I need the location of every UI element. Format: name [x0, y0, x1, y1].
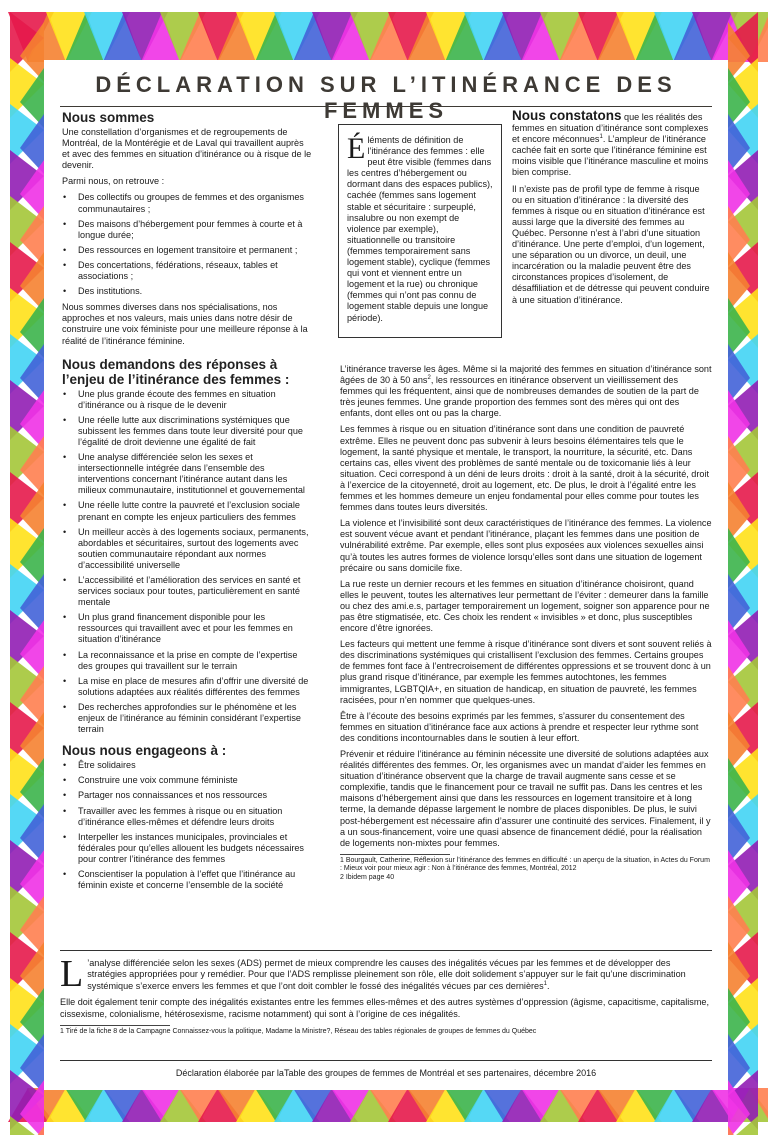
sommes-intro: Une constellation d’organismes et de regroupements de Montréal, de la Montérégie et de Laval qui travaillent auprès et avec des femmes en situation d’itinérance ou à risque de le devenir.	[62, 127, 312, 171]
bottom-p2: Elle doit également tenir compte des inégalités existantes entre les femmes elles-mêmes et des autres systèmes d’oppression (âgisme, capacitisme, capitalisme, cissexisme, colonialisme, hétérosexisme, racisme notamment) qui sont à l’origine de ces inégalités.	[60, 997, 709, 1019]
middle-p3: La violence et l’invisibilité sont deux caractéristiques de l’itinérance des femmes. La violence est souvent vécue avant et pendant l’itinérance, plaçant les femmes dans une position de vulnérabilité extrême. Par exemple, elles sont plus exposées aux violences sexuelles ainsi qu’à toutes les autres formes de violence lorsqu’elles sont dans une situation de logement précaire ou sans domicile fixe.	[340, 518, 712, 573]
left-column	[62, 110, 312, 896]
title-rule	[60, 106, 712, 107]
middle-footnote-2: 2 Ibidem page 40	[340, 873, 395, 881]
list-item: • Construire une voix commune féministe	[62, 775, 312, 786]
sommes-parmi: Parmi nous, on retrouve :	[62, 176, 165, 187]
middle-p6: Être à l’écoute des besoins exprimés par les femmes, s’assurer du consentement des femmes en situation d’itinérance face aux actions à prendre et respecter leur rythme sont des conditions incontournables dans le soutien à leur effort.	[340, 710, 699, 743]
declaration-sheet	[44, 60, 728, 1090]
middle-p1-sup: 2	[427, 375, 431, 382]
list-item: • Un plus grand financement disponible pour les ressources qui travaillent avec et pour les femmes en situation d’itinérance	[62, 612, 312, 645]
bottom-section	[60, 953, 712, 1037]
list-item: • La reconnaissance et la prise en compte de l’expertise des groupes qui travaillent sur le terrain	[62, 650, 312, 672]
sommes-outro: Nous sommes diverses dans nos spécialisations, nos approches et nos valeurs, mais unies dans notre désir de construire une voix féministe pour une meilleure réponse à la réalité de l’itinérance féminine.	[62, 302, 308, 346]
list-item: • L’accessibilité et l’amélioration des services en santé et services sociaux pour toutes, particulièrement en santé mentale	[62, 575, 312, 608]
bottom-p1a: ’analyse différenciée selon les sexes (ADS) permet de mieux comprendre les causes des inégalités vécues par les femmes et de développer des stratégies appropriées pour y remédier. Pour que l’ADS remplisse pleinement son rôle, elle doit solidement s’appuyer sur le fait qu’une discrimination systémique s’exerce envers les femmes et que l’ont doit combler le fossé des inégalités vécues par ces dernières	[87, 958, 686, 991]
bottom-rule-credit	[60, 1060, 712, 1061]
definition-text: léments de définition de l’itinérance des femmes : elle peut être visible (femmes dans les centres d’hébergement ou dormant dans des espaces publics), cachée (femmes sans logement stable et sécuritaire : surpeuplé, insalubre ou non exempt de violence par exemple), situationnelle ou transitoire (femmes temporairement sans logement stable), cyclique (femmes qui vont et viennent entre un logement et la rue) ou chronique (femmes qui n’ont pas connu de logement stable depuis une longue période).	[347, 135, 493, 323]
middle-column	[340, 364, 712, 882]
constatons-heading: Nous constatons	[512, 108, 622, 123]
list-item: • Des maisons d’hébergement pour femmes à courte et à longue durée;	[62, 219, 312, 241]
list-item: • Une plus grande écoute des femmes en situation d’itinérance ou à risque de le devenir	[62, 389, 312, 411]
middle-p5: Les facteurs qui mettent une femme à risque d’itinérance sont divers et sont souvent reliés à des discriminations systémiques qui cristallisent l’exclusion des femmes. Certains groupes de femmes font face à l’entrecroisement de différentes oppressions et se trouvent donc à un plus grand risque d’itinérance, par exemple les femmes autochtones, les femmes immigrantes, LGBTQIA+, en situation de handicap, en situation de pauvreté, les femmes racisées, pour n’en nommer que quelques-unes.	[340, 639, 712, 705]
middle-footnote-1: 1 Bourgault, Catherine, Réflexion sur l’itinérance des femmes en difficulté : un aperçu de la situation, in Actes du Forum : Mieux voir pour mieux agir : Non à l’itinérance des femmes, Montréal, 2012	[340, 856, 710, 873]
list-item: • La mise en place de mesures afin d’offrir une diversité de solutions adaptées aux réalités différentes des femmes	[62, 676, 312, 698]
middle-p7: Prévenir et réduire l’itinérance au féminin nécessite une diversité de solutions adaptées aux réalités différentes des femmes. Or, les organismes avec un mandat d’aider les femmes en situation d’itinérance observent que la charge de travail augmente sans cesse et se complexifie, tandis que le financement pour ce travail ne suffit pas. Dans les centres et les maisons d’hébergement ainsi que dans les ressources en logement transitoire et à long terme, la demande dépasse largement le nombre de places disponibles. De plus, le suivi post-hébergement est nécessaire afin d’assurer une continuité des services. Finalement, il y a un sous-financement, voire une quasi absence de financement dédié, pour la réalisation de logements non-mixtes pour femmes.	[340, 749, 711, 848]
list-item: • Un meilleur accès à des logements sociaux, permanents, abordables et sécuritaires, surtout des logements avec soutien communautaire répondant aux normes d’accessibilité universelle	[62, 527, 312, 571]
constatons-p2: Il n’existe pas de profil type de femme à risque ou en situation d’itinérance : la diversité des femmes à risque ou en situation d’itinérance est aussi large que la diversité des femmes au Québec. Personne n’est à l’abri d’une situation d’itinérance. Une perte d’emploi, d’un logement, une séparation ou un divorce, un deuil, une incarcération ou la maladie peuvent être des circonstances propices d’isolement, de désaffiliation et de détresse qui peuvent conduire à une situation d’itinérance.	[512, 183, 710, 305]
bottom-rule-top	[60, 950, 712, 951]
middle-p1b: , les ressources en itinérance observent un vieillissement des femmes qui les fréquentent, ainsi que de nombreuses demandes de soutien de la part de très jeunes femmes. Une grande proportion des femmes sont des mères qui ont des enfants, dont elles ont ou pas la charge.	[340, 375, 699, 419]
bottom-p1-sup: 1	[543, 980, 547, 987]
engageons-heading: Nous nous engageons à :	[62, 743, 227, 759]
list-item: • Travailler avec les femmes à risque ou en situation d’itinérance elles-mêmes et défendre leurs droits	[62, 806, 312, 828]
list-item: • Des institutions.	[62, 286, 312, 297]
list-item: • Être solidaires	[62, 760, 312, 771]
list-item: • Interpeller les instances municipales, provinciales et fédérales pour qu’elles allouent les budgets nécessaires pour contrer l’itinérance des femmes	[62, 832, 312, 865]
constatons-lead: que les réalités des femmes en situation d’itinérance sont complexes et encore méconnues	[512, 112, 709, 145]
definition-dropcap: É	[347, 132, 366, 165]
bottom-dropcap: L	[60, 953, 84, 995]
list-item: • Des collectifs ou groupes de femmes et des organismes communautaires ;	[62, 192, 312, 214]
constatons-lead-end: . L’ampleur de l’itinérance cachée fait en sorte que l’itinérance féminine est moins visible que l’itinérance masculine et moins bien comprise.	[512, 134, 709, 178]
page-title: DÉCLARATION SUR L’ITINÉRANCE DES FEMMES	[95, 72, 677, 123]
list-item: • Une analyse différenciée selon les sexes et intersectionnelle intégrée dans l’ensemble des interventions concernant l’itinérance autant dans les milieux communautaire, institutionnel et gouvernemental	[62, 452, 312, 496]
bottom-footnote-rule	[60, 1025, 170, 1026]
constatons-sup: 1	[599, 134, 603, 141]
middle-p1a: L’itinérance traverse les âges. Même si la majorité des femmes en situation d’itinérance sont âgées de 30 à 50 ans	[340, 364, 712, 386]
credit-line: Déclaration élaborée par laTable des groupes de femmes de Montréal et ses partenaires, décembre 2016	[175, 1068, 597, 1078]
demandons-list	[62, 389, 312, 736]
list-item: • Conscientiser la population à l’effet que l’itinérance au féminin existe et concerne l’ensemble de la société	[62, 869, 312, 891]
list-item: • Des concertations, fédérations, réseaux, tables et associations ;	[62, 260, 312, 282]
sommes-list	[62, 192, 312, 297]
bottom-footnote: 1 Tiré de la fiche 8 de la Campagne Connaissez-vous la politique, Madame la Ministre?, Réseau des tables régionales de groupes de femmes du Québec	[60, 1028, 537, 1036]
sommes-heading: Nous sommes	[62, 110, 155, 125]
middle-p2: Les femmes à risque ou en situation d’itinérance sont dans une condition de pauvreté extrême. Elles ne peuvent donc pas subvenir à leurs besoins élémentaires tels que le logement, la santé physique et mentale, le transport, la nourriture, la sécurité, etc. Dans certains cas, elles vivent des problèmes de santé mentale ou de toxicomanie liés à leur situation. Ceci correspond à un déni de leurs droits : droit à la santé, droit à la sécurité, droit à l’exercice de la citoyenneté, droit au logement, etc. De plus, le droit à l’égalité entre les femmes et les hommes demeure un enjeu fondamental pour elles comme pour toutes les femmes dans toutes leurs diversités.	[340, 424, 709, 513]
definition-box	[338, 124, 502, 338]
footnote-rule	[340, 854, 450, 855]
list-item: • Partager nos connaissances et nos ressources	[62, 790, 312, 801]
list-item: • Une réelle lutte aux discriminations systémiques que subissent les femmes dans toute leur diversité pour que l’égalité de droit devienne une égalité de fait	[62, 415, 312, 448]
list-item: • Des ressources en logement transitoire et permanent ;	[62, 245, 312, 256]
demandons-heading: Nous demandons des réponses à l’enjeu de l’itinérance des femmes :	[62, 356, 290, 387]
list-item: • Une réelle lutte contre la pauvreté et l’exclusion sociale prenant en compte les enjeux particuliers des femmes	[62, 500, 312, 522]
right-column	[512, 110, 712, 311]
middle-p4: La rue reste un dernier recours et les femmes en situation d’itinérance choisiront, quand elles le peuvent, toutes les alternatives leur permettant de l’éviter : demeurer dans la famille ou chez des ami.e.s, partager temporairement un logement, soigner son apparence pour ne pas être stigmatisée, etc. Ces choix les rendent « invisibles » et donc, plus susceptibles encore d’être ignorées.	[340, 578, 710, 634]
bottom-p1b: .	[547, 980, 550, 991]
engageons-list	[62, 760, 312, 891]
list-item: • Des recherches approfondies sur le phénomène et les enjeux de l’itinérance au féminin considérant l’expertise terrain	[62, 702, 312, 735]
